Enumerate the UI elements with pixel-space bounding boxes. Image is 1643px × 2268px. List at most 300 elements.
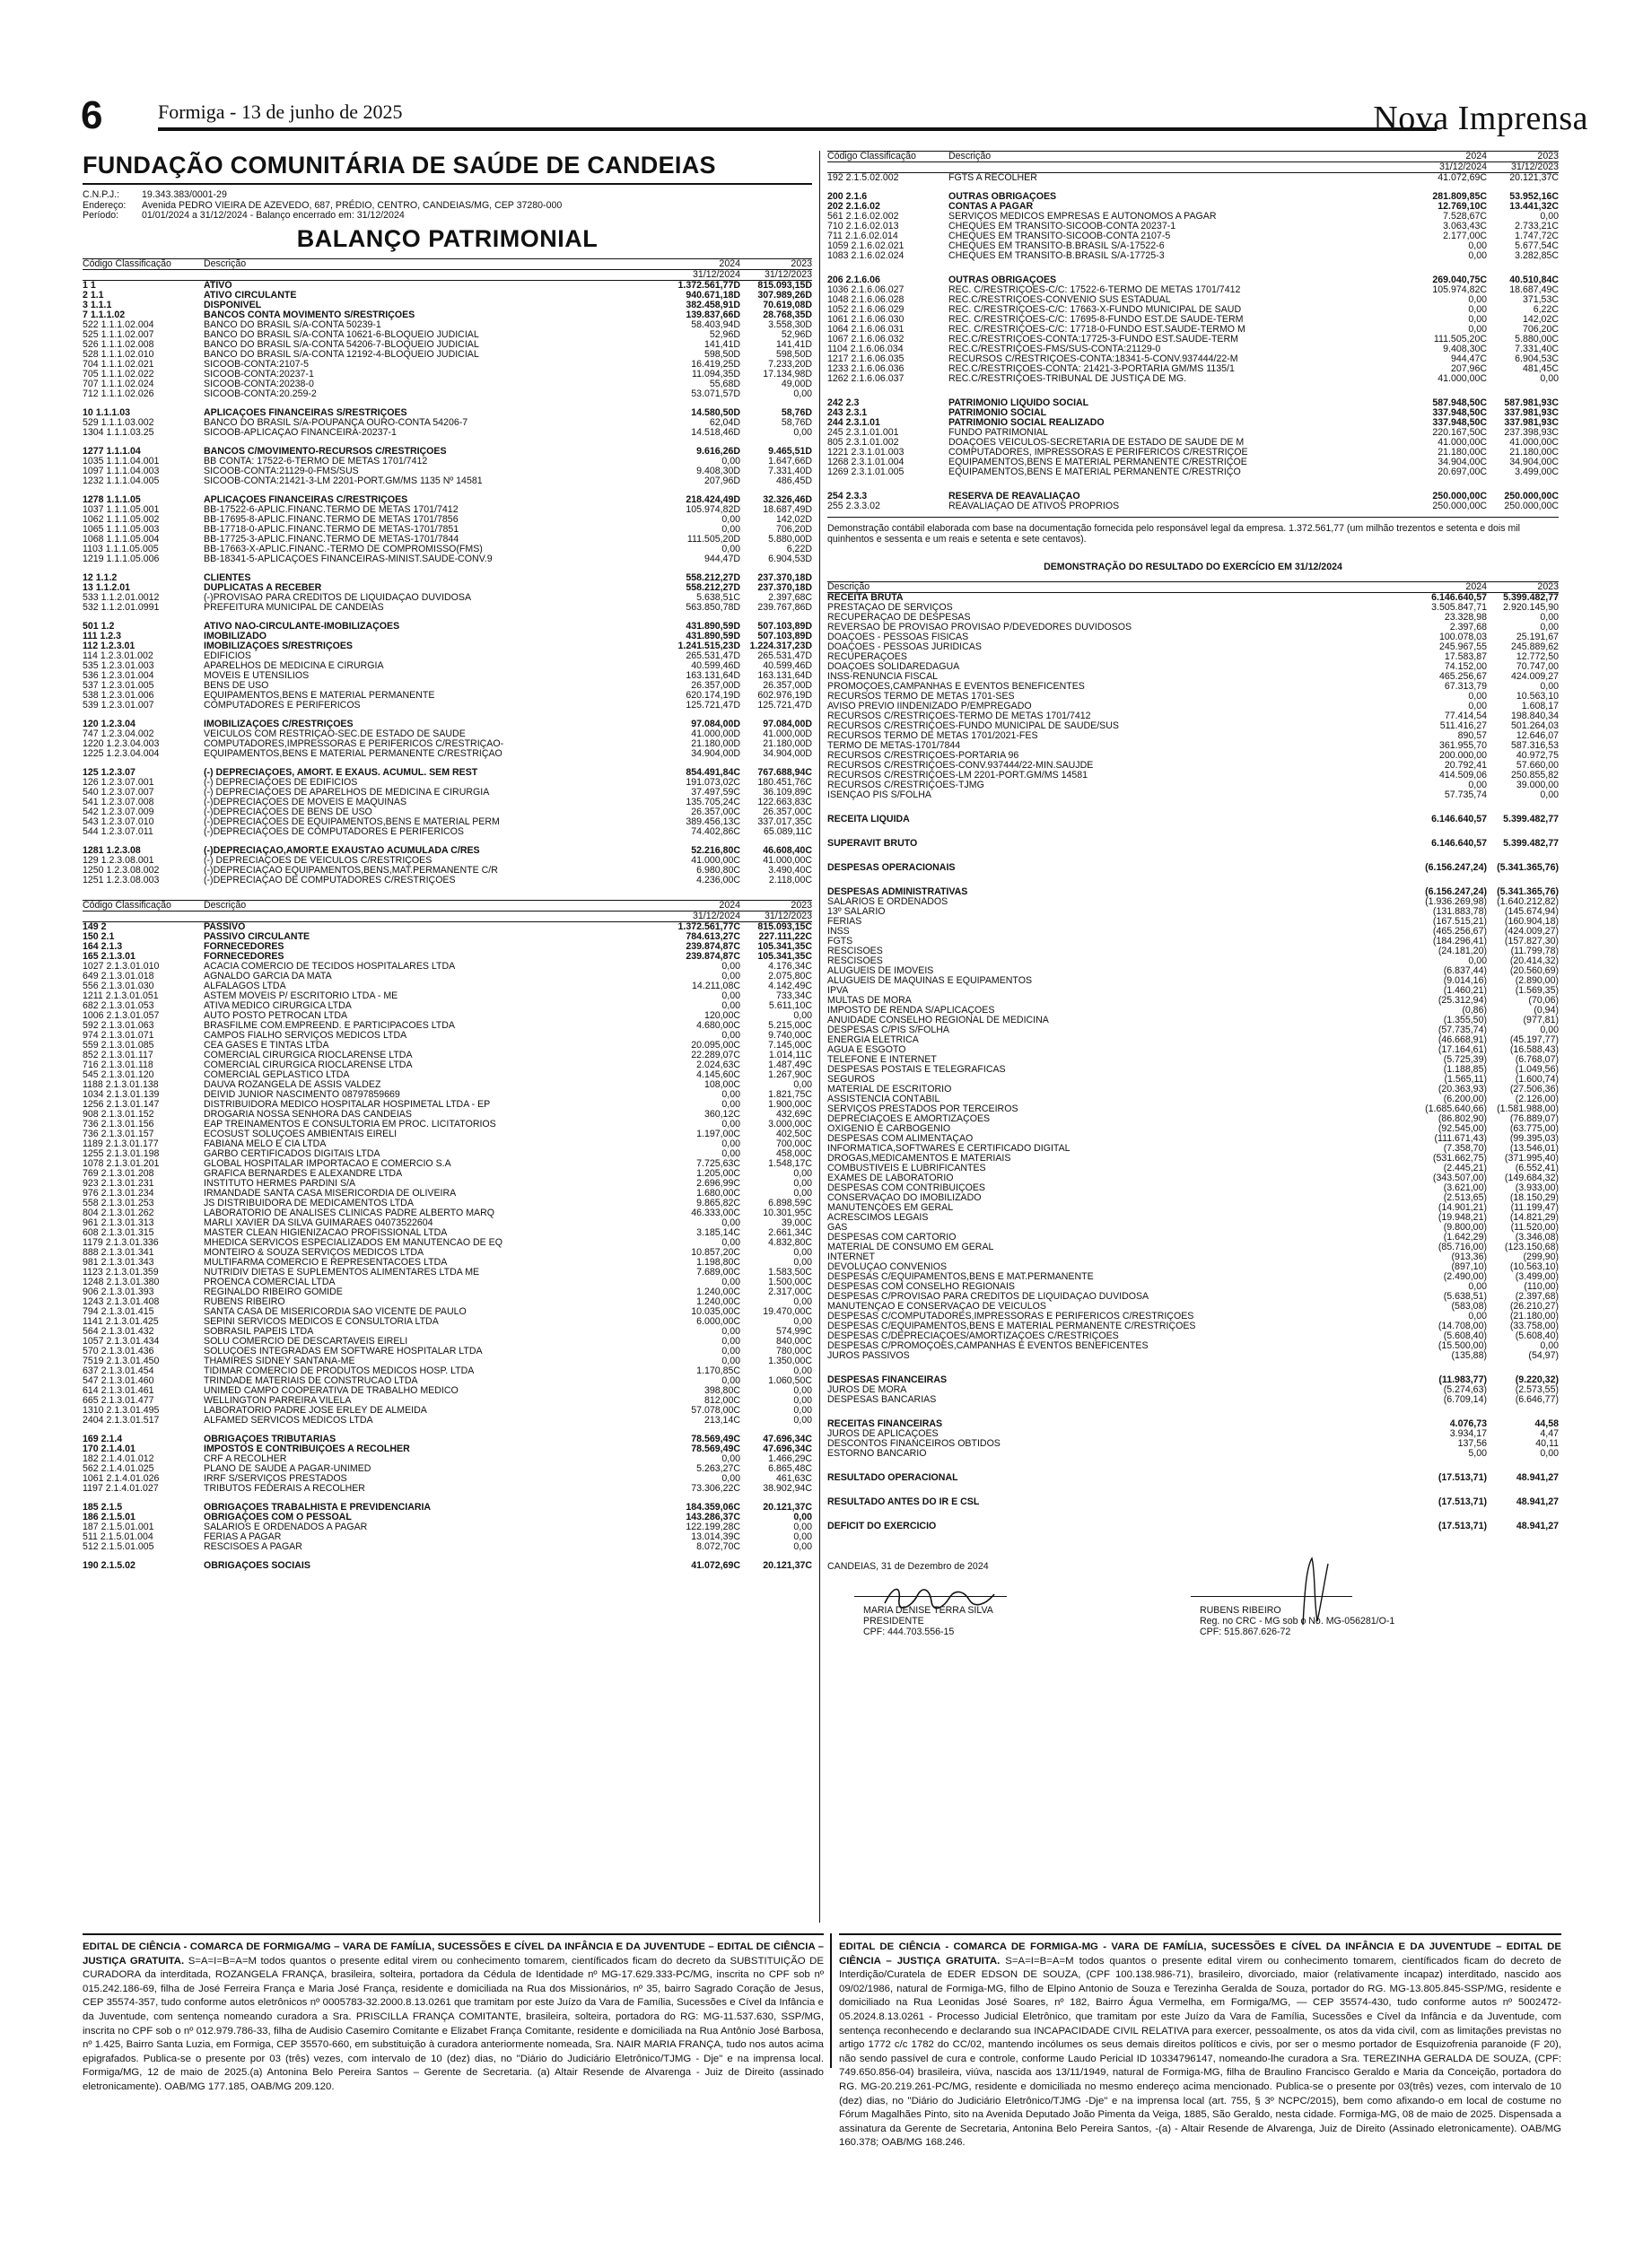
value-2023: 2.075,80C bbox=[768, 971, 812, 981]
value-2023-cell bbox=[1487, 1341, 1559, 1351]
table-row bbox=[83, 1070, 812, 1080]
account-code: 1104 2.1.6.06.034 bbox=[827, 345, 904, 354]
account-code: 716 2.1.3.01.118 bbox=[83, 1060, 153, 1070]
account-description: ACACIA COMERCIO DE TECIDOS HOSPITALARES LTDA bbox=[204, 961, 456, 972]
table-row bbox=[83, 1149, 812, 1159]
account-description: REC. C/RESTRIÇÕES-C/C: 17663-X-FUNDO MUNICIPAL DE SAÚD bbox=[948, 305, 1242, 315]
account-code: 649 2.1.3.01.018 bbox=[83, 971, 154, 981]
value-2024: 58.403,94D bbox=[691, 319, 740, 330]
value-2024: 200.000,00 bbox=[1438, 751, 1487, 761]
account-code: 736 2.1.3.01.157 bbox=[83, 1129, 154, 1139]
row-spacer bbox=[827, 824, 1559, 839]
value-2024: (2.445,21) bbox=[1443, 1164, 1487, 1173]
value-2024: (5.274,63) bbox=[1443, 1385, 1487, 1395]
value-2024: 125.721,47D bbox=[686, 700, 740, 711]
row-spacer bbox=[827, 1361, 1559, 1375]
account-description: PATRIMÔNIO SOCIAL bbox=[948, 408, 1047, 418]
table-row bbox=[827, 1006, 1559, 1016]
value-2024-cell bbox=[1415, 1272, 1487, 1282]
table-row bbox=[827, 1203, 1559, 1213]
account-description: IRMANDADE SANTA CASA MISERICORDIA DE OLIVEIRA bbox=[204, 1188, 457, 1199]
value-2024: 14.211,08C bbox=[692, 981, 740, 991]
line-description: ESTORNO BANCÁRIO bbox=[827, 1449, 927, 1459]
value-2023-cell bbox=[1487, 771, 1559, 781]
table-row bbox=[827, 1375, 1559, 1385]
table-row bbox=[827, 1045, 1559, 1055]
value-2024: 0,00 bbox=[721, 544, 740, 554]
value-2023: (371.995,40) bbox=[1504, 1154, 1559, 1164]
account-description: REC.C/RESTRIÇÕES-CONVÊNIO SUS ESTADUAL bbox=[948, 295, 1171, 305]
value-2024: 0,00 bbox=[1468, 1312, 1487, 1322]
account-description: CHEQUES EM TRANSITO-SICOOB-CONTA 20237-1 bbox=[948, 222, 1176, 231]
account-description: SOBRASIL PAPEIS LTDA bbox=[204, 1326, 314, 1337]
value-2024: (2.490,00) bbox=[1443, 1272, 1487, 1282]
table-row bbox=[827, 907, 1559, 917]
account-code: 1197 2.1.4.01.027 bbox=[83, 1483, 159, 1494]
value-2024-cell bbox=[1415, 1223, 1487, 1233]
value-2024-cell bbox=[1415, 1183, 1487, 1193]
table-row bbox=[83, 379, 812, 389]
table-row bbox=[827, 1173, 1559, 1183]
value-2023: 1.821,75C bbox=[768, 1089, 812, 1100]
value-2024: 73.306,22C bbox=[691, 1483, 740, 1494]
value-2023: (2.397,68) bbox=[1515, 1292, 1559, 1302]
value-2024: 17.583,87 bbox=[1444, 652, 1487, 662]
value-2024-cell bbox=[1415, 956, 1487, 966]
table-row bbox=[83, 1001, 812, 1011]
table-row bbox=[83, 1474, 812, 1484]
value-2023: (6.768,07) bbox=[1515, 1055, 1559, 1065]
account-code: 187 2.1.5.01.001 bbox=[83, 1522, 154, 1532]
value-2023: 1.900,00C bbox=[768, 1099, 812, 1110]
value-2023: 1.487,49C bbox=[768, 1060, 812, 1070]
table-row bbox=[83, 739, 812, 749]
value-2024-cell bbox=[1415, 1395, 1487, 1405]
account-code: 1211 2.1.3.01.051 bbox=[83, 990, 159, 1001]
table-row bbox=[83, 1522, 812, 1532]
value-2024: 7.725,63C bbox=[696, 1158, 740, 1169]
account-code: 852 2.1.3.01.117 bbox=[83, 1050, 153, 1060]
value-2023: 3.282,85C bbox=[1515, 251, 1559, 261]
account-code: 712 1.1.1.02.026 bbox=[83, 388, 154, 399]
table-row bbox=[827, 458, 1559, 467]
value-2023: 12.772,50 bbox=[1516, 652, 1559, 662]
account-description: OUTRAS OBRIGAÇÕES bbox=[948, 275, 1057, 285]
value-2024: 0,00 bbox=[721, 990, 740, 1001]
account-description: (-)PROVISÃO PARA CRÉDITOS DE LIQUIDAÇÃO DUVIDOSA bbox=[204, 592, 472, 603]
account-description: BANCO DO BRASIL S/A-CONTA 50239-1 bbox=[204, 319, 381, 330]
value-2024: (1.188,85) bbox=[1443, 1065, 1487, 1075]
line-description: DESPESAS ADMINISTRATIVAS bbox=[827, 887, 968, 897]
value-2024-cell bbox=[1415, 1173, 1487, 1183]
value-2023: 125.721,47D bbox=[757, 700, 812, 711]
value-2023: 163.131,64D bbox=[757, 670, 812, 681]
value-2024: (6.709,14) bbox=[1443, 1395, 1487, 1405]
value-2024-cell bbox=[1415, 839, 1487, 849]
table-row bbox=[827, 364, 1559, 374]
value-2023: 0,00 bbox=[793, 1531, 812, 1542]
value-2024: 250.000,00C bbox=[1432, 492, 1487, 502]
table-row bbox=[827, 1262, 1559, 1272]
account-description: SOLUÇÕES INTEGRADAS EM SOFTWARE HOSPITALAR LTDA bbox=[204, 1346, 483, 1356]
value-2024: 1.372.561,77D bbox=[677, 280, 740, 291]
line-description: DESPESAS C/PROVISAO PARA CREDITOS DE LIQUIDAÇÃO DUVIDOSA bbox=[827, 1292, 1149, 1302]
value-2024: (15.500,00) bbox=[1438, 1341, 1487, 1351]
value-2023-cell bbox=[1487, 1164, 1559, 1173]
value-2023: 227.111,22C bbox=[758, 931, 812, 942]
account-code: 1179 2.1.3.01.336 bbox=[83, 1237, 159, 1248]
value-2023-cell bbox=[1487, 721, 1559, 731]
value-2024: 812,00C bbox=[704, 1395, 740, 1406]
table-row bbox=[83, 1248, 812, 1258]
line-description: DESCONTOS FINANCEIROS OBTIDOS bbox=[827, 1439, 1001, 1449]
table-row bbox=[83, 749, 812, 759]
value-2024: 6.146.640,57 bbox=[1431, 815, 1487, 824]
value-2023: 0,00 bbox=[793, 1010, 812, 1021]
value-2023: 17.134,98D bbox=[763, 369, 812, 379]
value-2023: 239.767,86D bbox=[757, 602, 812, 613]
value-2023: 21.180,00C bbox=[1509, 448, 1559, 458]
table-row bbox=[827, 1065, 1559, 1075]
value-2023: 25.191,67 bbox=[1516, 632, 1559, 642]
value-2023: (5.341.365,76) bbox=[1497, 887, 1559, 897]
value-2023: 41.000,00C bbox=[1509, 438, 1559, 448]
edict-heading: EDITAL DE CIÊNCIA - COMARCA DE FORMIGA/MG – VARA DE FAMÍLIA, SUCESSÕES E CÍVEL DA INFÂNCIA E DA JUVENTUDE – EDITAL DE CIÊNCIA – JUSTIÇA GRATUITA. bbox=[83, 1941, 824, 1967]
value-2024: 207,96C bbox=[1450, 364, 1487, 374]
value-2024-cell bbox=[1415, 1085, 1487, 1095]
value-2024-cell bbox=[1415, 761, 1487, 771]
account-code: 200 2.1.6 bbox=[827, 192, 868, 202]
account-code: 665 2.1.3.01.477 bbox=[83, 1395, 154, 1406]
value-2024: 0,00 bbox=[721, 1138, 740, 1149]
line-description: TELEFONE E INTERNET bbox=[827, 1055, 937, 1065]
value-2023: 5.399.482,77 bbox=[1503, 593, 1559, 603]
value-2024-cell bbox=[1415, 662, 1487, 672]
value-2024-cell bbox=[1415, 1302, 1487, 1312]
value-2024: 37.497,59C bbox=[691, 787, 740, 798]
line-description: INSS bbox=[827, 927, 850, 937]
value-2024: 784.613,27C bbox=[686, 931, 740, 942]
table-row bbox=[83, 1041, 812, 1051]
table-row bbox=[827, 374, 1559, 384]
table-header: Código Classificação Descrição 2024 2023 bbox=[83, 899, 812, 911]
value-2023-cell bbox=[1487, 692, 1559, 702]
value-2024: 398,80C bbox=[704, 1385, 740, 1396]
value-2023: 58,76D bbox=[781, 407, 812, 418]
table-row bbox=[83, 476, 812, 486]
account-description: SICOOB-CONTA:21129-0-FMS/SUS bbox=[204, 466, 359, 476]
value-2023-cell bbox=[1487, 1203, 1559, 1213]
table-row bbox=[83, 1130, 812, 1139]
value-2023: 6.865,48C bbox=[768, 1463, 812, 1474]
table-row bbox=[827, 956, 1559, 966]
value-2023: (54,97) bbox=[1528, 1351, 1559, 1361]
value-2023: 10.563,10 bbox=[1516, 692, 1559, 702]
account-description: MHEDICA SERVICOS ESPECIALIZADOS EM MANUTENCAO DE EQ bbox=[204, 1237, 503, 1248]
value-2023-cell bbox=[1487, 1302, 1559, 1312]
account-description: SICOOB-CONTA:20.259-2 bbox=[204, 388, 317, 399]
value-2023: 337.981,93C bbox=[1504, 418, 1559, 428]
value-2024-cell bbox=[1415, 917, 1487, 927]
line-description: INTERNET bbox=[827, 1252, 875, 1262]
value-2023-cell bbox=[1487, 1104, 1559, 1114]
value-2024: (92.545,00) bbox=[1438, 1124, 1487, 1134]
account-description: COMERCIAL CIRURGICA RIOCLARENSE LTDA bbox=[204, 1060, 413, 1070]
value-2023: 2.118,00C bbox=[768, 875, 812, 885]
table-row bbox=[83, 1080, 812, 1090]
value-2024: (57.735,74) bbox=[1438, 1025, 1487, 1035]
value-2023: 40.599,46D bbox=[763, 660, 812, 671]
account-code: 114 1.2.3.01.002 bbox=[83, 650, 153, 661]
value-2023: (1.640.212,82) bbox=[1497, 897, 1559, 907]
value-2023-cell bbox=[1487, 986, 1559, 996]
table-row bbox=[827, 438, 1559, 448]
account-description: SALÁRIOS E ORDENADOS A PAGAR bbox=[204, 1522, 368, 1532]
value-2023: 40,11 bbox=[1535, 1439, 1559, 1449]
account-description: (-)DEPRECIAÇÃO,AMORT.E EXAUSTÃO ACUMULADA C/RES bbox=[204, 845, 480, 856]
value-2023: (99.395,03) bbox=[1509, 1134, 1559, 1144]
value-2023: (3.499,00) bbox=[1515, 1272, 1559, 1282]
value-2024-cell bbox=[1415, 1341, 1487, 1351]
account-description: SEPINI SERVICOS MEDICOS E CONSULTORIA LTDA bbox=[204, 1316, 439, 1327]
value-2023-cell bbox=[1487, 1312, 1559, 1322]
account-code: 1248 2.1.3.01.380 bbox=[83, 1277, 160, 1287]
value-2023-cell bbox=[1487, 1045, 1559, 1055]
value-2024: (6.200,00) bbox=[1443, 1095, 1487, 1104]
value-2024: 239.874,87C bbox=[686, 941, 740, 952]
value-2023-cell bbox=[1487, 1233, 1559, 1243]
line-description: MANUTENÇÕES EM GERAL bbox=[827, 1203, 954, 1213]
value-2023-cell bbox=[1487, 1322, 1559, 1331]
account-description: RECURSOS C/RESTRIÇÕES-CONTA:18341-5-CONV.937444/22-M bbox=[948, 354, 1238, 364]
line-description: DESPESAS C/EQUIPAMENTOS,BENS E MAT.PERMANENTE bbox=[827, 1272, 1094, 1282]
value-2023: 0,00 bbox=[793, 1247, 812, 1258]
value-2023: 28.768,35D bbox=[763, 310, 812, 320]
account-code: 545 2.1.3.01.120 bbox=[83, 1069, 154, 1080]
line-description: RESULTADO OPERACIONAL bbox=[827, 1473, 958, 1483]
value-2023-cell bbox=[1487, 996, 1559, 1006]
value-2023: 20.121,37C bbox=[1509, 173, 1559, 183]
account-description: (-) DEPRECIAÇÕES DE APARELHOS DE MEDICINA E CIRURGIA bbox=[204, 787, 490, 798]
value-2024: (3.621,00) bbox=[1443, 1183, 1487, 1193]
value-2023-cell bbox=[1487, 751, 1559, 761]
value-2023: 5.611,10C bbox=[768, 1000, 812, 1011]
value-2024: 20.792,41 bbox=[1444, 761, 1487, 771]
table-row bbox=[83, 807, 812, 817]
value-2024: 890,57 bbox=[1457, 731, 1487, 741]
table-row bbox=[83, 1317, 812, 1327]
value-2023: 780,00C bbox=[775, 1346, 812, 1356]
value-2024-cell bbox=[1415, 1075, 1487, 1085]
value-2023: (157.827,30) bbox=[1504, 937, 1559, 946]
value-2023: 432,69C bbox=[775, 1109, 812, 1120]
value-2023: 49,00D bbox=[781, 379, 812, 389]
line-description: ENERGIA ELÉTRICA bbox=[827, 1035, 919, 1045]
value-2024-cell bbox=[1415, 613, 1487, 623]
value-2023: (27.506,36) bbox=[1509, 1085, 1559, 1095]
table-row bbox=[827, 492, 1559, 502]
table-row bbox=[827, 682, 1559, 692]
value-2023-cell bbox=[1487, 976, 1559, 986]
account-description: OBRIGAÇÕES TRIBUTÁRIAS bbox=[204, 1434, 336, 1444]
column-divider bbox=[819, 151, 820, 1923]
account-description: (-)DEPRECIAÇÃO EQUIPAMENTOS,BENS,MAT.PERMANENTE C/R bbox=[204, 865, 498, 876]
value-2023-cell bbox=[1487, 731, 1559, 741]
line-description: RECUPERAÇÕES bbox=[827, 652, 907, 662]
account-code: 1217 2.1.6.06.035 bbox=[827, 354, 905, 364]
line-description: DESPESAS COM ALIMENTAÇÃO bbox=[827, 1134, 974, 1144]
value-2024: (20.363,93) bbox=[1438, 1085, 1487, 1095]
table-row bbox=[83, 447, 812, 457]
value-2024: 0,00 bbox=[721, 1326, 740, 1337]
line-description: RECURSOS C/RESTRIÇÕES-CONV.937444/22-MIN.SAÚJDE bbox=[827, 761, 1094, 771]
account-description: FUNDO PATRIMONIAL bbox=[948, 428, 1048, 438]
value-2024: 0,00 bbox=[1468, 781, 1487, 790]
value-2024: 34.904,00D bbox=[691, 748, 740, 759]
value-2023-cell bbox=[1487, 1252, 1559, 1262]
value-2023-cell bbox=[1487, 839, 1559, 849]
table-row bbox=[83, 1169, 812, 1179]
table-row bbox=[827, 1154, 1559, 1164]
value-2024: 414.509,06 bbox=[1438, 771, 1487, 781]
table-row bbox=[827, 761, 1559, 771]
value-2024: 213,14C bbox=[704, 1415, 740, 1426]
table-row bbox=[83, 1139, 812, 1149]
table-row bbox=[83, 729, 812, 739]
account-code: 547 2.1.3.01.460 bbox=[83, 1375, 154, 1386]
value-2024-cell bbox=[1415, 1134, 1487, 1144]
value-2024: 5.638,51C bbox=[696, 592, 740, 603]
value-2023: 26.357,00D bbox=[763, 680, 812, 691]
line-description: DEFICIT DO EXERCICIO bbox=[827, 1522, 937, 1531]
value-2023: 486,45D bbox=[775, 475, 812, 486]
account-description: GLOBAL HOSPITALAR IMPORTACAO E COMERCIO S.A bbox=[204, 1158, 451, 1169]
value-2024-cell bbox=[1415, 946, 1487, 956]
table-row bbox=[827, 781, 1559, 790]
table-row bbox=[83, 856, 812, 866]
account-code: 888 2.1.3.01.341 bbox=[83, 1247, 154, 1258]
value-2024: (6.837,44) bbox=[1443, 966, 1487, 976]
table-row bbox=[827, 428, 1559, 438]
account-description: SICOOB-CONTA:21421-3-LM 2201-PORT.GM/MS 1135 Nº 14581 bbox=[204, 475, 483, 486]
table-row bbox=[83, 701, 812, 711]
value-2023: (1.049,56) bbox=[1515, 1065, 1559, 1075]
table-row bbox=[83, 389, 812, 399]
line-description: RESULTADO ANTES DO IR E CSL bbox=[827, 1497, 980, 1507]
line-description: ALUGUÉIS DE IMÓVEIS bbox=[827, 966, 934, 976]
table-row bbox=[827, 946, 1559, 956]
table-row bbox=[827, 1075, 1559, 1085]
line-description: ALUGUÉIS DE MÁQUINAS E EQUIPAMENTOS bbox=[827, 976, 1033, 986]
value-2024: (5.608,40) bbox=[1443, 1331, 1487, 1341]
value-2024: 269.040,75C bbox=[1432, 275, 1487, 285]
account-code: 570 2.1.3.01.436 bbox=[83, 1346, 154, 1356]
account-code: 1281 1.2.3.08 bbox=[83, 845, 141, 856]
account-code: 529 1.1.1.03.002 bbox=[83, 417, 154, 428]
account-code: 1068 1.1.1.05.004 bbox=[83, 534, 160, 545]
line-description: ACRÉSCIMOS LEGAIS bbox=[827, 1213, 929, 1223]
value-2024: 1.680,00C bbox=[696, 1188, 740, 1199]
value-2023-cell bbox=[1487, 1497, 1559, 1507]
value-2024: 0,00 bbox=[721, 456, 740, 467]
account-code: 747 1.2.3.04.002 bbox=[83, 728, 154, 739]
table-row bbox=[83, 1287, 812, 1297]
value-2024: (897,10) bbox=[1451, 1262, 1487, 1272]
table-row bbox=[83, 515, 812, 525]
table-row bbox=[83, 1051, 812, 1060]
line-description: MATERIAL DE ESCRITÓRIO bbox=[827, 1085, 952, 1095]
account-code: 736 2.1.3.01.156 bbox=[83, 1119, 154, 1130]
table-row bbox=[827, 241, 1559, 251]
account-description: REAVALIAÇÃO DE ATIVOS PRÓPRIOS bbox=[948, 502, 1120, 511]
value-2024: 598,50D bbox=[704, 349, 740, 360]
value-2023: 48.941,27 bbox=[1516, 1522, 1559, 1531]
value-2024-cell bbox=[1415, 907, 1487, 917]
account-code: 561 2.1.6.02.002 bbox=[827, 212, 899, 222]
table-row bbox=[83, 340, 812, 350]
account-description: (-)DEPRECIAÇÕES DE COMPUTADORES E PERIFÉRICOS bbox=[204, 826, 464, 837]
account-code: 1256 2.1.3.01.147 bbox=[83, 1099, 160, 1110]
table-row bbox=[827, 790, 1559, 800]
value-2024: 0,00 bbox=[721, 1000, 740, 1011]
table-row bbox=[827, 996, 1559, 1006]
page-number: 6 bbox=[81, 93, 103, 137]
account-code: 539 1.2.3.01.007 bbox=[83, 700, 154, 711]
value-2023-cell bbox=[1487, 642, 1559, 652]
table-row bbox=[827, 502, 1559, 511]
account-description: BB-18341-5-APLICAÇÕES FINANCEIRAS-MINIST.SAÚDE-CONV.9 bbox=[204, 554, 493, 564]
value-2024-cell bbox=[1415, 1522, 1487, 1531]
value-2023: 1.500,00C bbox=[768, 1277, 812, 1287]
value-2024: 111.505,20D bbox=[686, 534, 740, 545]
account-code: 165 2.1.3.01 bbox=[83, 951, 135, 962]
value-2023-cell bbox=[1487, 1035, 1559, 1045]
signature-line bbox=[1191, 1596, 1352, 1597]
account-code: 1061 2.1.4.01.026 bbox=[83, 1473, 160, 1484]
value-2023: 39,00C bbox=[781, 1217, 812, 1228]
value-2024: 13.014,39C bbox=[691, 1531, 740, 1542]
row-spacer bbox=[83, 837, 812, 846]
value-2023: 1.466,29C bbox=[768, 1453, 812, 1464]
value-2023: 5.399.482,77 bbox=[1503, 815, 1559, 824]
account-code: 512 2.1.5.01.005 bbox=[83, 1541, 154, 1552]
account-description: BB CONTA: 17522-6-TERMO DE METAS 1701/7412 bbox=[204, 456, 428, 467]
table-row bbox=[83, 1503, 812, 1513]
value-2024: 97.084,00D bbox=[691, 719, 740, 729]
value-2023: 0,00 bbox=[793, 1079, 812, 1090]
value-2023: 180.451,76C bbox=[757, 777, 812, 788]
value-2023: 501.264,03 bbox=[1510, 721, 1559, 731]
account-description: RESERVA DE REAVALIAÇÃO bbox=[948, 492, 1080, 502]
account-code: 532 1.1.2.01.0991 bbox=[83, 602, 160, 613]
value-2024-cell bbox=[1415, 1045, 1487, 1055]
value-2024: 0,00 bbox=[1468, 956, 1487, 966]
value-2023-cell bbox=[1487, 1272, 1559, 1282]
account-description: FABIANA MELO E CIA LTDA bbox=[204, 1138, 327, 1149]
value-2024: (14.901,21) bbox=[1438, 1203, 1487, 1213]
line-description: DESPESAS C/PIS S/FOLHA bbox=[827, 1025, 949, 1035]
table-row bbox=[83, 1228, 812, 1238]
value-2024-cell bbox=[1415, 771, 1487, 781]
line-description: DESPESAS C/PROMOÇÕES,CAMPANHAS E EVENTOS BENEFICENTES bbox=[827, 1341, 1149, 1351]
value-2023: 461,63C bbox=[775, 1473, 812, 1484]
account-code: 543 1.2.3.07.010 bbox=[83, 816, 154, 827]
value-2024: 40.599,46D bbox=[691, 660, 740, 671]
table-row bbox=[83, 778, 812, 788]
value-2024-cell bbox=[1415, 1252, 1487, 1262]
account-description: PATRIMÔNIO SOCIAL REALIZADO bbox=[948, 418, 1105, 428]
account-code: 710 2.1.6.02.013 bbox=[827, 222, 899, 231]
